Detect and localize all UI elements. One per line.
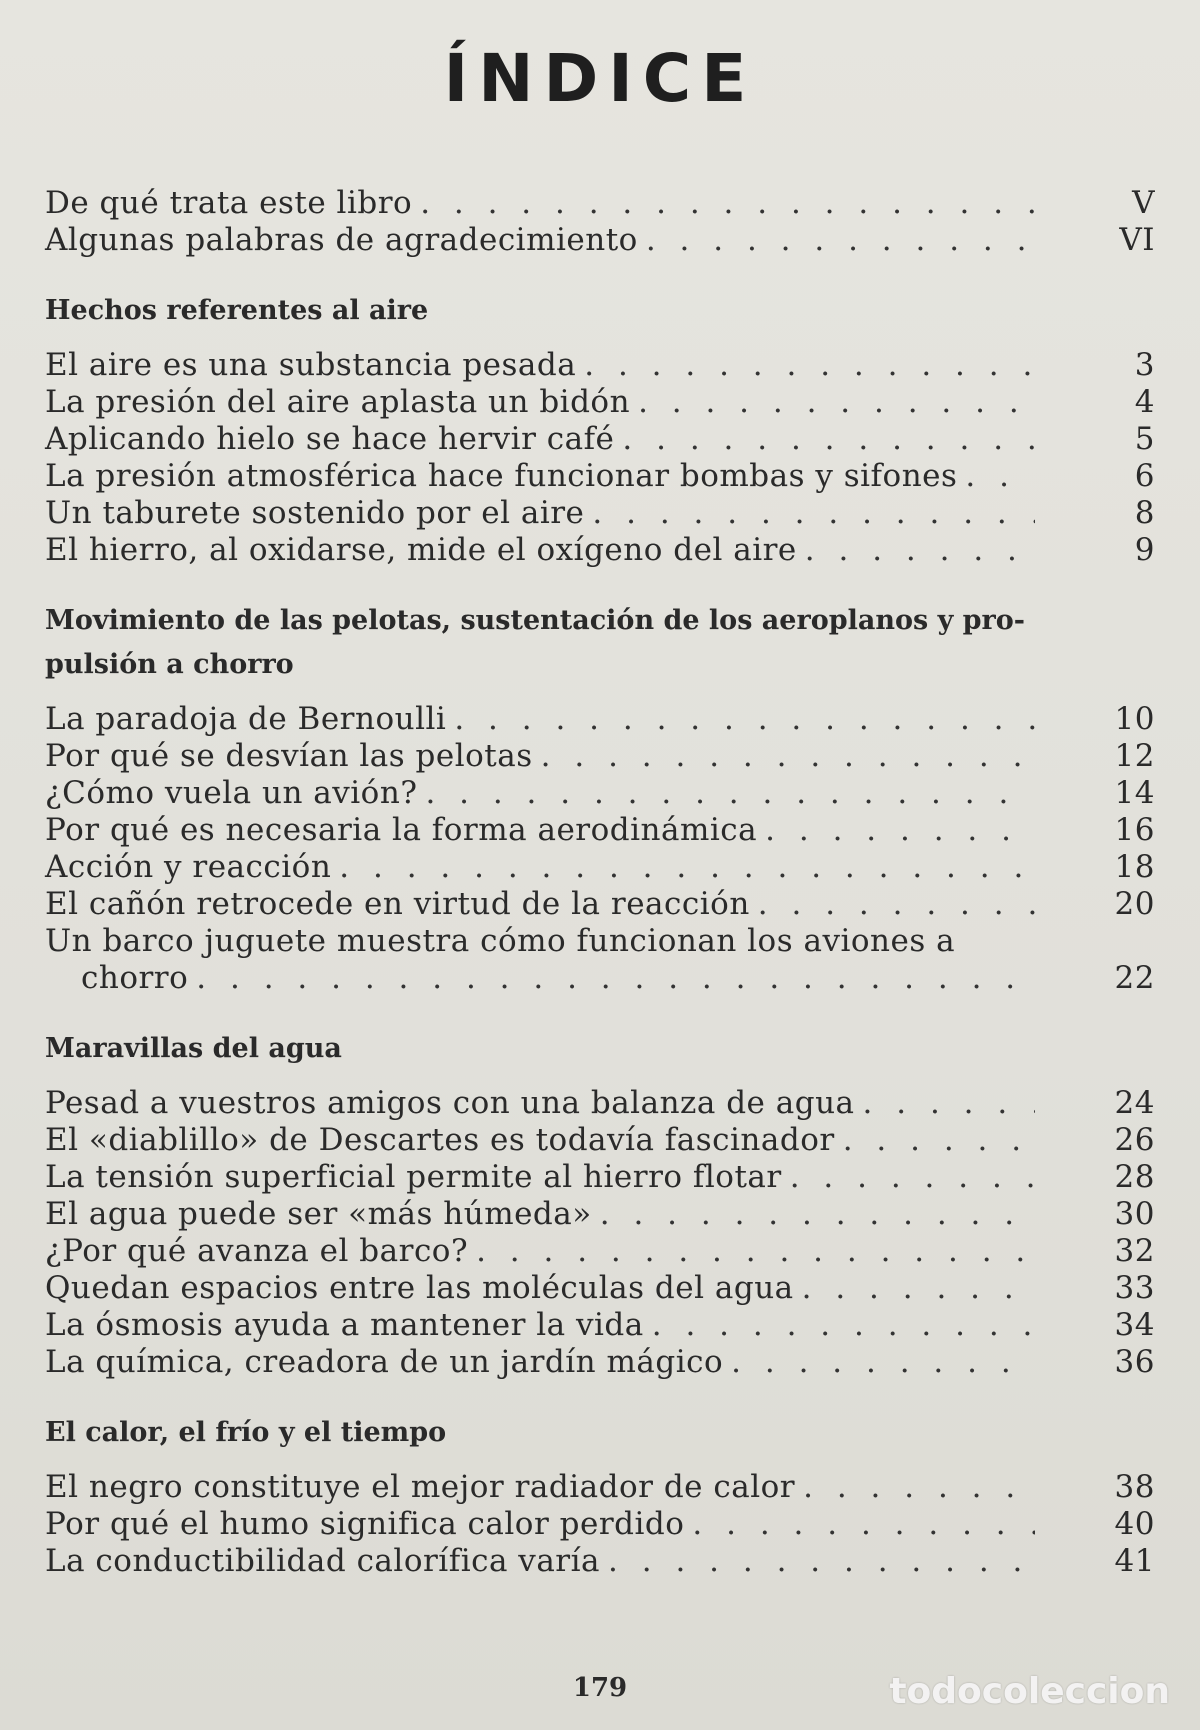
page-number-footer: 179 bbox=[572, 1673, 628, 1703]
toc-entry-text: Acción y reacción bbox=[45, 849, 332, 885]
leader-dots bbox=[638, 384, 1035, 421]
section-heading bbox=[45, 599, 1155, 687]
toc-entry-text: Algunas palabras de agradecimiento bbox=[45, 222, 638, 258]
toc-entry-text: El negro constituye el mejor radiador de calor bbox=[45, 1469, 796, 1505]
toc-entry bbox=[45, 775, 1155, 812]
toc-page-number: 16 bbox=[1114, 812, 1155, 848]
leader-dots bbox=[196, 960, 1035, 997]
toc-entry bbox=[45, 849, 1155, 886]
leader-dots bbox=[420, 185, 1035, 222]
toc-page-number: 9 bbox=[1134, 532, 1155, 568]
leader-dots bbox=[476, 1233, 1035, 1270]
toc-page-number: 28 bbox=[1114, 1159, 1155, 1195]
toc-entry bbox=[45, 1122, 1155, 1159]
leader-dots bbox=[692, 1506, 1035, 1543]
leader-dots bbox=[622, 421, 1035, 458]
toc-entry bbox=[45, 458, 1155, 495]
toc-entry-text: Por qué el humo significa calor perdido bbox=[45, 1506, 685, 1542]
toc-page-number: 18 bbox=[1114, 849, 1155, 885]
toc-entry-text: De qué trata este libro bbox=[45, 185, 413, 221]
table-of-contents bbox=[45, 185, 1155, 1580]
leader-dots bbox=[803, 1469, 1035, 1506]
leader-dots bbox=[805, 532, 1035, 569]
leader-dots bbox=[646, 222, 1035, 259]
toc-entry bbox=[45, 1233, 1155, 1270]
toc-entry-text: Pesad a vuestros amigos con una balanza de agua bbox=[45, 1085, 855, 1121]
toc-entry bbox=[45, 1085, 1155, 1122]
toc-page-number: 14 bbox=[1114, 775, 1155, 811]
leader-dots bbox=[339, 849, 1035, 886]
leader-dots bbox=[592, 495, 1035, 532]
toc-page-number: 34 bbox=[1114, 1307, 1155, 1343]
toc-page-number: 22 bbox=[1114, 960, 1155, 996]
toc-entry-continuation bbox=[45, 960, 1155, 997]
toc-entry-text: La conductibilidad calorífica varía bbox=[45, 1543, 601, 1579]
leader-dots bbox=[425, 775, 1035, 812]
section-heading-line: pulsión a chorro bbox=[45, 649, 294, 680]
section-heading: Maravillas del agua bbox=[45, 1033, 342, 1064]
toc-entry bbox=[45, 1270, 1155, 1307]
section-heading: El calor, el frío y el tiempo bbox=[45, 1417, 447, 1448]
leader-dots bbox=[584, 347, 1035, 384]
toc-entry bbox=[45, 384, 1155, 421]
toc-page-number: 32 bbox=[1114, 1233, 1155, 1269]
toc-entry bbox=[45, 1344, 1155, 1381]
page-title: ÍNDICE bbox=[443, 40, 757, 117]
toc-entry bbox=[45, 738, 1155, 775]
leader-dots bbox=[758, 886, 1035, 923]
toc-page-number: 41 bbox=[1114, 1543, 1155, 1579]
toc-entry bbox=[45, 495, 1155, 532]
toc-page-number: 38 bbox=[1114, 1469, 1155, 1505]
leader-dots bbox=[765, 812, 1035, 849]
leader-dots bbox=[843, 1122, 1035, 1159]
toc-entry bbox=[45, 923, 1155, 960]
toc-entry bbox=[45, 886, 1155, 923]
leader-dots bbox=[541, 738, 1035, 775]
toc-entry-text: El hierro, al oxidarse, mide el oxígeno del aire bbox=[45, 532, 797, 568]
toc-entry-text: Aplicando hielo se hace hervir café bbox=[45, 421, 615, 457]
toc-entry-text: La presión atmosférica hace funcionar bombas y sifones bbox=[45, 458, 958, 494]
toc-page-number: 5 bbox=[1134, 421, 1155, 457]
toc-entry-text: La tensión superficial permite al hierro flotar bbox=[45, 1159, 782, 1195]
watermark-logo: todocoleccion bbox=[889, 1671, 1170, 1712]
toc-page-number: 12 bbox=[1114, 738, 1155, 774]
toc-page-number: 8 bbox=[1134, 495, 1155, 531]
leader-dots bbox=[454, 701, 1035, 738]
toc-entry-text: La ósmosis ayuda a mantener la vida bbox=[45, 1307, 644, 1343]
toc-page-number: VI bbox=[1119, 222, 1155, 258]
toc-page-number: 6 bbox=[1134, 458, 1155, 494]
toc-entry-text: El cañón retrocede en virtud de la reacción bbox=[45, 886, 750, 922]
toc-entry bbox=[45, 701, 1155, 738]
toc-page-number: V bbox=[1132, 185, 1155, 221]
toc-entry bbox=[45, 1469, 1155, 1506]
toc-page-number: 20 bbox=[1114, 886, 1155, 922]
toc-entry bbox=[45, 1196, 1155, 1233]
toc-page-number: 3 bbox=[1134, 347, 1155, 383]
leader-dots bbox=[600, 1196, 1035, 1233]
toc-entry-text: Por qué es necesaria la forma aerodinámica bbox=[45, 812, 758, 848]
section-heading: Hechos referentes al aire bbox=[45, 295, 429, 326]
toc-entry bbox=[45, 347, 1155, 384]
leader-dots bbox=[652, 1307, 1035, 1344]
toc-entry-text: El agua puede ser «más húmeda» bbox=[45, 1196, 592, 1232]
leader-dots bbox=[731, 1344, 1035, 1381]
toc-entry bbox=[45, 222, 1155, 259]
toc-entry-text: La paradoja de Bernoulli bbox=[45, 701, 447, 737]
toc-entry-text: chorro bbox=[81, 960, 189, 996]
toc-entry-text: Un barco juguete muestra cómo funcionan los aviones a bbox=[45, 923, 956, 959]
toc-page-number: 36 bbox=[1114, 1344, 1155, 1380]
section-heading-line: Movimiento de las pelotas, sustentación de los aeroplanos y pro- bbox=[45, 605, 1025, 636]
toc-entry-text: ¿Por qué avanza el barco? bbox=[45, 1233, 469, 1269]
toc-entry-text: Por qué se desvían las pelotas bbox=[45, 738, 533, 774]
toc-page-number: 24 bbox=[1114, 1085, 1155, 1121]
toc-page-number: 33 bbox=[1114, 1270, 1155, 1306]
leader-dots bbox=[802, 1270, 1035, 1307]
toc-entry-text: Un taburete sostenido por el aire bbox=[45, 495, 585, 531]
toc-entry-text: El «diablillo» de Descartes es todavía fascinador bbox=[45, 1122, 835, 1158]
toc-entry bbox=[45, 1159, 1155, 1196]
toc-entry-text: La presión del aire aplasta un bidón bbox=[45, 384, 631, 420]
toc-entry bbox=[45, 421, 1155, 458]
toc-entry bbox=[45, 812, 1155, 849]
toc-page-number: 40 bbox=[1114, 1506, 1155, 1542]
toc-entry bbox=[45, 1307, 1155, 1344]
toc-page-number: 26 bbox=[1114, 1122, 1155, 1158]
leader-dots bbox=[965, 458, 1035, 495]
toc-entry bbox=[45, 532, 1155, 569]
toc-entry-text: ¿Cómo vuela un avión? bbox=[45, 775, 418, 811]
toc-page-number: 4 bbox=[1134, 384, 1155, 420]
leader-dots bbox=[863, 1085, 1035, 1122]
toc-entry bbox=[45, 1506, 1155, 1543]
toc-entry bbox=[45, 185, 1155, 222]
toc-page-number: 30 bbox=[1114, 1196, 1155, 1232]
toc-page-number: 10 bbox=[1114, 701, 1155, 737]
toc-entry-text: El aire es una substancia pesada bbox=[45, 347, 577, 383]
leader-dots bbox=[608, 1543, 1035, 1580]
toc-entry bbox=[45, 1543, 1155, 1580]
toc-entry-text: Quedan espacios entre las moléculas del agua bbox=[45, 1270, 794, 1306]
leader-dots bbox=[790, 1159, 1035, 1196]
toc-entry-text: La química, creadora de un jardín mágico bbox=[45, 1344, 724, 1380]
